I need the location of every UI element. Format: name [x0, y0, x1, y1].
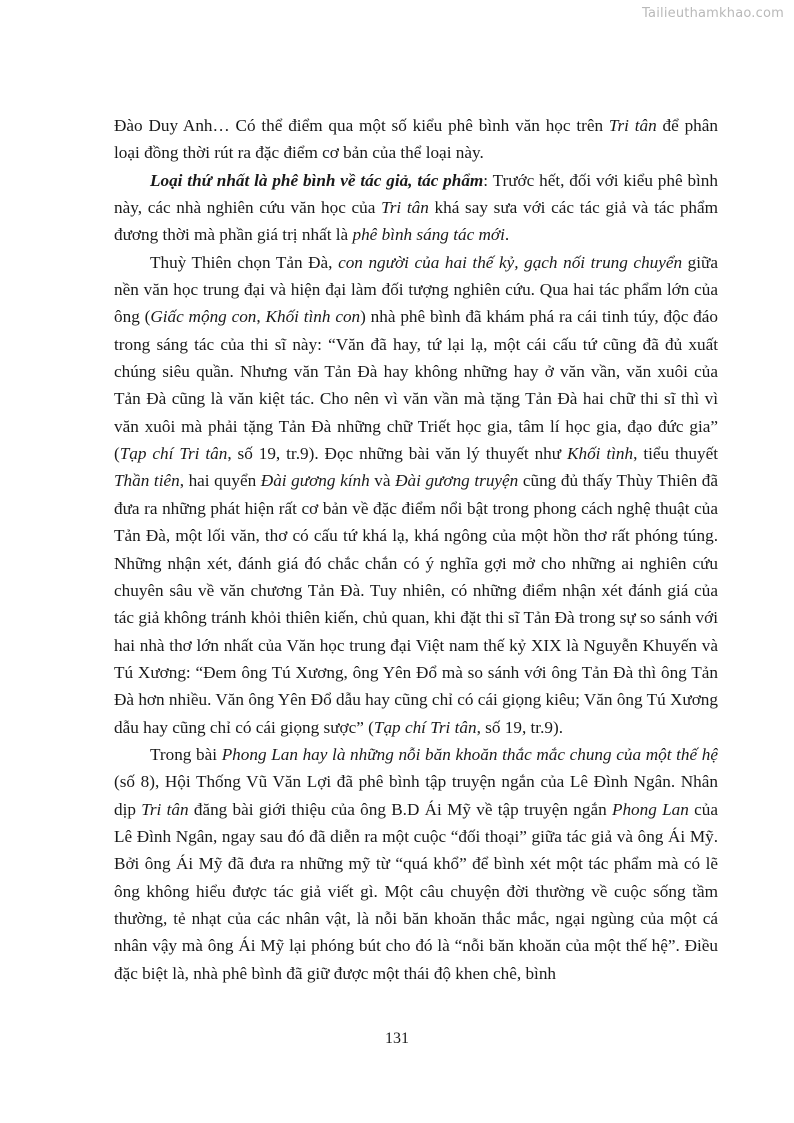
text-run: , tiểu thuyết	[633, 444, 719, 464]
text-run: Giấc mộng con	[150, 307, 257, 327]
text-run: khá say sưa với các tác giả và tác phẩm đương thời mà phần giá trị nhất là	[114, 198, 718, 245]
text-run: , số 19, tr.9).	[476, 717, 563, 737]
text-run: Tri tân	[608, 116, 657, 135]
watermark: Tailieuthamkhao.com	[642, 6, 784, 21]
text-run: (số 8), Hội Thống Vũ Văn Lợi đã phê bình tập truyện ngắn của Lê Đình Ngân. Nhân dịp	[114, 772, 718, 819]
text-run: Phong Lan hay là những nỗi băn khoăn thắc mắc chung của một thế hệ	[221, 744, 718, 764]
text-run: đăng bài giới thiệu của ông B.D Ái Mỹ về tập truyện ngắn	[188, 799, 612, 819]
text-run: Đài gương kính	[260, 471, 370, 491]
page-body	[114, 112, 718, 987]
text-run: Phong Lan	[611, 799, 689, 819]
text-run: Tri tân	[141, 799, 189, 819]
text-run: Tạp chí Tri tân	[373, 717, 477, 737]
text-run: Đào Duy Anh… Có thể điểm qua một số kiểu phê bình văn học trên	[114, 116, 609, 135]
paragraph	[114, 741, 718, 987]
text-run: : Trước hết, đối với kiểu phê bình này, các nhà nghiên cứu văn học của	[114, 170, 718, 218]
text-run: giữa nền văn học trung đại và hiện đại làm đối tượng nghiên cứu. Qua hai tác phẩm lớn của ông (	[114, 252, 718, 327]
text-run: , số 19, tr.9). Đọc những bài văn lý thuyết như	[227, 444, 568, 464]
text-run: , hai quyển	[179, 471, 261, 491]
text-run: Tạp chí Tri tân	[119, 444, 228, 464]
text-run: ,	[256, 307, 266, 327]
text-run: để phân loại đồng thời rút ra đặc điểm cơ bản của thể loại này.	[114, 116, 718, 163]
text-run: và	[369, 471, 396, 491]
text-run: con người của hai thế kỷ, gạch nối trung chuyển	[338, 252, 683, 272]
text-run: Khối tình con	[265, 307, 361, 327]
text-run: của Lê Đình Ngân, ngay sau đó đã diễn ra một cuộc “đối thoại” giữa tác giả và ông Ái Mỹ. Bởi ông Ái Mỹ đã đưa ra những mỹ từ “quá khổ” để bình xét một tác phẩm mà có lẽ ông không hiểu được tác giả viết gì. Một câu chuyện đời thường về cuộc sống tầm thường, tẻ nhạt của các nhân vật, là nỗi băn khoăn thắc mắc, ngại ngùng của một cá nhân vậy mà ông Ái Mỹ lại phóng bút cho đó là “nỗi băn khoăn của một thế hệ”. Điều đặc biệt là, nhà phê bình đã giữ được một thái độ khen chê, bình	[114, 799, 718, 983]
page-number: 131	[385, 1030, 409, 1047]
text-run: Thuỳ Thiên chọn Tản Đà,	[150, 252, 339, 272]
text-run: ) nhà phê bình đã khám phá ra cái tinh túy, độc đáo trong sáng tác của thi sĩ này: “Văn đã hay, tứ lại lạ, một cái cấu tứ cũng đã đủ xuất chúng siêu quần. Nhưng văn Tản Đà hay không những hay ở văn vần, văn xuôi của Tản Đà cũng là văn kiệt tác. Cho nên vì văn vần mà tặng Tản Đà hai chữ thi sĩ thì vì văn xuôi mà phải tặng Tản Đà những chữ Triết học gia, tâm lí học gia, đạo đức gia” (	[114, 307, 718, 464]
text-run: Loại thứ nhất là phê bình về tác giả, tác phẩm	[150, 170, 484, 190]
paragraph	[114, 167, 718, 249]
text-run: cũng đủ thấy Thùy Thiên đã đưa ra những phát hiện rất cơ bản về đặc điểm nổi bật trong phong cách nghệ thuật của Tản Đà, một lối văn, thơ có cấu tứ khá lạ, khá ngông của một hồn thơ rất phóng túng. Những nhận xét, đánh giá đó chắc chắn có ý nghĩa gợi mở cho những ai nghiên cứu chuyên sâu về văn chương Tản Đà. Tuy nhiên, có những điểm nhận xét đánh giá của tác giả không tránh khỏi thiên kiến, chủ quan, khi đặt thi sĩ Tản Đà trong sự so sánh với hai nhà thơ lớn nhất của Văn học trung đại Việt nam thế kỷ XIX là Nguyễn Khuyến và Tú Xương: “Đem ông Tú Xương, ông Yên Đổ mà so sánh với ông Tản Đà thì ông Tản Đà hơn nhiều. Văn ông Yên Đổ dẫu hay cũng chỉ có cái giọng kiêu; Văn ông Tú Xương dẫu hay cũng chỉ có cái giọng sược” (	[114, 471, 718, 737]
paragraph	[114, 112, 718, 167]
text-run: Tri tân	[381, 198, 429, 218]
text-run: Khối tình	[567, 444, 634, 464]
text-run: Trong bài	[150, 744, 222, 764]
text-run: Thần tiên	[114, 471, 180, 491]
text-run: .	[504, 225, 510, 245]
text-run: Đài gương truyện	[395, 471, 519, 491]
text-run: phê bình sáng tác mới	[352, 225, 505, 245]
paragraph	[114, 249, 718, 741]
